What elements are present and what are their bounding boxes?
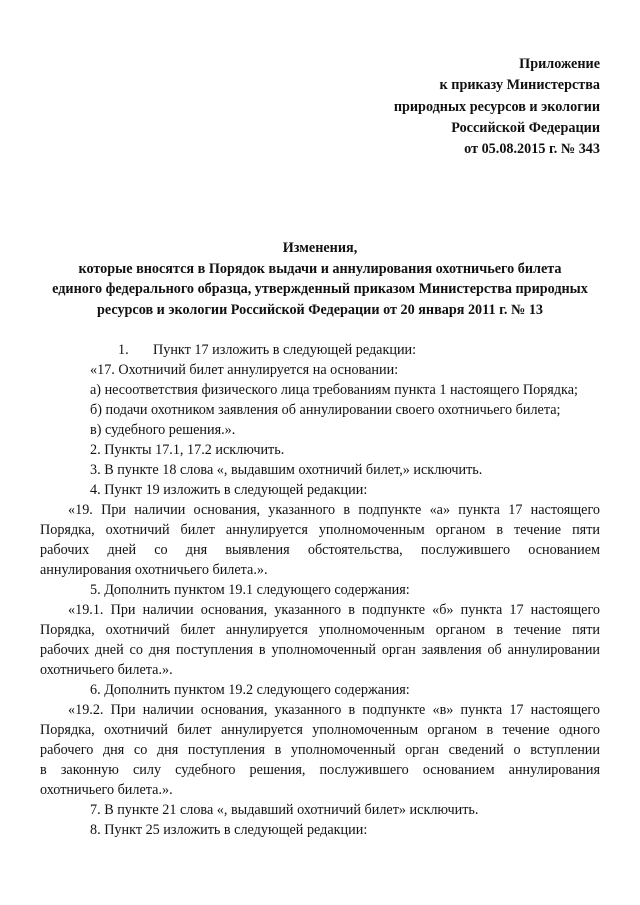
paragraph: а) несоответствия физического лица требованиям пункта 1 настоящего Порядка;	[90, 382, 578, 398]
paragraph: «17. Охотничий билет аннулируется на основании:	[90, 362, 399, 378]
paragraph: 4. Пункт 19 изложить в следующей редакции:	[90, 482, 368, 498]
paragraph-line: «19.2. При наличии основания, указанного в подпункте «в» пункта 17 настоящего	[68, 702, 600, 718]
document-body	[40, 340, 600, 840]
title-line: Изменения,	[282, 240, 358, 256]
paragraph-block-19-1	[40, 600, 600, 680]
paragraph-line: в законную силу судебного решения, послужившего основанием аннулирования	[40, 762, 600, 778]
paragraph: 3. В пункте 18 слова «, выдавшим охотничий билет,» исключить.	[90, 462, 483, 478]
paragraph-block-19-2	[40, 700, 600, 800]
paragraph-item-1	[90, 340, 600, 360]
title-line: единого федерального образца, утвержденный приказом Министерства природных	[52, 281, 588, 297]
paragraph: 2. Пункты 17.1, 17.2 исключить.	[90, 442, 285, 458]
paragraph: 5. Дополнить пунктом 19.1 следующего содержания:	[90, 582, 410, 598]
paragraph: 7. В пункте 21 слова «, выдавший охотничий билет» исключить.	[90, 802, 479, 818]
appendix-line: к приказу Министерства	[439, 77, 600, 94]
paragraph-line: рабочих дней со дня выявления обстоятельства, послужившего основанием	[40, 542, 600, 558]
paragraph: в) судебного решения.».	[90, 422, 236, 438]
paragraph: 8. Пункт 25 изложить в следующей редакции:	[90, 822, 368, 838]
appendix-line: Приложение	[519, 56, 600, 72]
title-line: которые вносятся в Порядок выдачи и аннулирования охотничьего билета	[78, 260, 562, 277]
appendix-line: Российской Федерации	[451, 119, 600, 136]
document-title	[40, 238, 600, 320]
item-text: Пункт 17 изложить в следующей редакции:	[153, 342, 417, 358]
paragraph: б) подачи охотником заявления об аннулировании своего охотничьего билета;	[90, 402, 561, 418]
paragraph-line: охотничьего билета.».	[40, 782, 173, 798]
appendix-line: природных ресурсов и экологии	[393, 98, 600, 115]
paragraph-line: «19.1. При наличии основания, указанного в подпункте «б» пункта 17 настоящего	[68, 602, 600, 618]
paragraph-line: «19. При наличии основания, указанного в подпункте «а» пункта 17 настоящего	[68, 502, 600, 518]
item-number: 1.	[118, 342, 129, 358]
paragraph-line: охотничьего билета.».	[40, 662, 173, 678]
paragraph-line: Порядка, охотничий билет аннулируется уполномоченным органом в течение пяти	[40, 522, 600, 538]
title-line: ресурсов и экологии Российской Федерации от 20 января 2011 г. № 13	[96, 301, 544, 318]
paragraph-line: рабочего дня со дня поступления в уполномоченный орган сведений о вступлении	[40, 742, 600, 758]
paragraph-line: аннулирования охотничьего билета.».	[40, 562, 268, 578]
paragraph: 6. Дополнить пунктом 19.2 следующего содержания:	[90, 682, 410, 698]
appendix-header	[394, 54, 600, 160]
appendix-line: от 05.08.2015 г. № 343	[464, 141, 600, 158]
paragraph-line: Порядка, охотничий билет аннулируется уполномоченным органом в течение пяти	[40, 622, 600, 638]
paragraph-line: рабочих дней со дня поступления в уполномоченный орган заявления об аннулировании	[40, 642, 600, 658]
paragraph-block-19	[40, 500, 600, 580]
paragraph-line: Порядка, охотничий билет аннулируется уполномоченным органом в течение одного	[40, 722, 600, 738]
